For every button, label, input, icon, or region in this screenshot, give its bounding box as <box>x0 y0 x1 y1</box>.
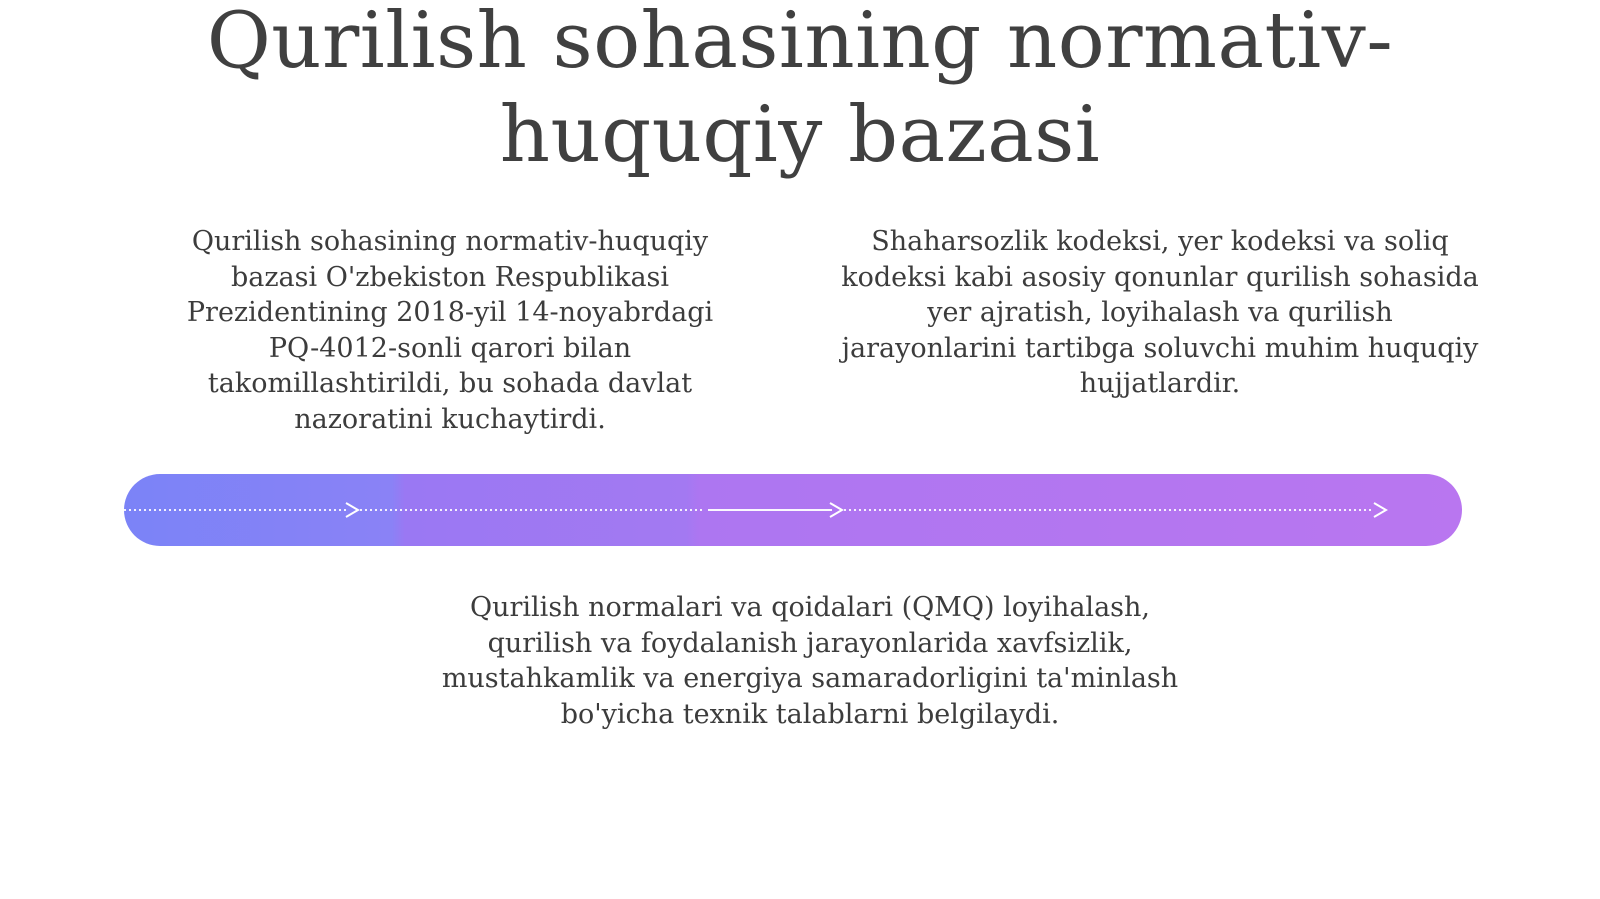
arrow-head-1-icon <box>346 503 358 517</box>
timeline-bar <box>124 474 1462 546</box>
timeline-arrows <box>124 474 1462 546</box>
arrow-head-3-icon <box>1374 503 1386 517</box>
paragraph-decree: Qurilish sohasining normativ-huquqiy bazasi O'zbekiston Respublikasi Prezidentining 2018-yil 14-noyabrdagi PQ-4012-sonli qarori bilan takomillashtirildi, bu sohada davlat nazoratini kuchaytirdi. <box>186 226 714 435</box>
slide-title: Qurilish sohasining normativ-huquqiy bazasi <box>206 0 1394 180</box>
paragraph-codes: Shaharsozlik kodeksi, yer kodeksi va soliq kodeksi kabi asosiy qonunlar qurilish sohasida yer ajratish, loyihalash va qurilish jarayonlarini tartibga soluvchi muhim huquqiy hujjatlardir. <box>841 226 1479 399</box>
paragraph-qmq: Qurilish normalari va qoidalari (QMQ) loyihalash, qurilish va foydalanish jarayonlarida xavfsizlik, mustahkamlik va energiya samaradorligini ta'minlash bo'yicha texnik talablarni belgilaydi. <box>441 592 1179 730</box>
